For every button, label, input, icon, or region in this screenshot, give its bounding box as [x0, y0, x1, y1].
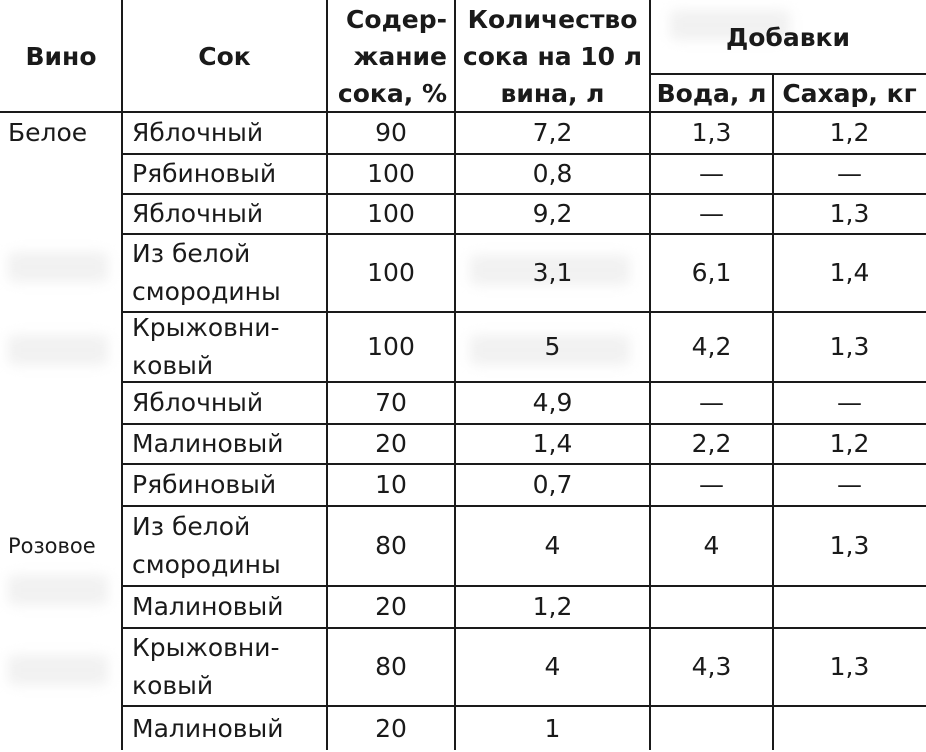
juice-content-percent: 70: [375, 388, 407, 417]
water-liters: 4,3: [691, 652, 732, 681]
juice-content-percent: 100: [367, 258, 415, 287]
juice-amount-liters: 1: [544, 714, 561, 743]
juice-name-line: смородины: [132, 550, 281, 579]
juice-name: [122, 464, 327, 506]
water-liters: —: [699, 159, 724, 188]
sugar-kg: 1,3: [829, 332, 870, 361]
water-liters: —: [699, 199, 724, 228]
juice-name-line: ковый: [132, 351, 214, 380]
juice-amount-liters: 4,9: [532, 388, 573, 417]
water-liters: [650, 586, 773, 628]
juice-name: [122, 112, 327, 154]
juice-name-line: Яблочный: [132, 118, 264, 147]
juice-content-percent: 90: [375, 118, 407, 147]
sugar-kg: 1,3: [829, 652, 870, 681]
juice-name-line: Яблочный: [132, 388, 264, 417]
sugar-kg: [773, 706, 926, 752]
sugar-kg: —: [837, 470, 862, 499]
juice-name: [122, 194, 327, 234]
scan-smear: [8, 335, 108, 365]
water-liters: 6,1: [691, 258, 732, 287]
water-liters: —: [699, 388, 724, 417]
juice-name-line: Из белой: [132, 239, 251, 268]
sugar-kg: 1,4: [829, 258, 870, 287]
juice-name-line: Крыжовни-: [132, 633, 280, 662]
juice-content-percent: 20: [375, 714, 407, 743]
juice-amount-liters: 4: [544, 531, 561, 560]
juice-content-percent: 20: [375, 429, 407, 458]
juice-name-line: Рябиновый: [132, 470, 277, 499]
juice-amount-liters: 4: [544, 652, 561, 681]
juice-amount-liters: 0,7: [532, 470, 573, 499]
water-liters: [650, 706, 773, 752]
juice-amount-liters: 1,2: [532, 592, 573, 621]
header-juice: Сок: [198, 41, 251, 71]
header-amount-line: вина, л: [500, 78, 605, 108]
juice-amount-liters: 3,1: [532, 258, 573, 287]
sugar-kg: —: [837, 388, 862, 417]
juice-name: [122, 234, 327, 312]
juice-name-line: Малиновый: [132, 592, 284, 621]
header-content-line: Содер-: [346, 4, 447, 34]
juice-name-line: Из белой: [132, 512, 251, 541]
juice-amount-liters: 1,4: [532, 429, 573, 458]
juice-amount-liters: 0,8: [532, 159, 573, 188]
header-amount: [455, 0, 650, 112]
header-wine: Вино: [25, 41, 97, 71]
header-content-line: жание: [353, 41, 447, 71]
juice-name: [122, 628, 327, 706]
juice-amount-liters: 7,2: [532, 118, 573, 147]
juice-content-percent: 80: [375, 531, 407, 560]
scan-smear: [8, 655, 108, 685]
juice-name: [122, 506, 327, 586]
water-liters: 4,2: [691, 332, 732, 361]
header-content-line: сока, %: [337, 78, 447, 108]
juice-name-line: Крыжовни-: [132, 313, 280, 342]
juice-name-line: Яблочный: [132, 199, 264, 228]
header-water: Вода, л: [656, 78, 767, 108]
header-content: [327, 0, 455, 112]
juice-content-percent: 100: [367, 199, 415, 228]
juice-name: [122, 382, 327, 424]
sugar-kg: 1,3: [829, 199, 870, 228]
juice-name: [122, 154, 327, 194]
header-sugar: Сахар, кг: [782, 78, 917, 108]
water-liters: —: [699, 470, 724, 499]
sugar-kg: 1,2: [829, 118, 870, 147]
sugar-kg: [773, 586, 926, 628]
juice-content-percent: 100: [367, 332, 415, 361]
juice-name: [122, 312, 327, 382]
juice-name: [122, 424, 327, 464]
juice-content-percent: 80: [375, 652, 407, 681]
header-amount-line: Количество: [467, 4, 638, 34]
header-additives: Добавки: [725, 22, 851, 52]
juice-name: [122, 706, 327, 752]
juice-name: [122, 586, 327, 628]
sugar-kg: —: [837, 159, 862, 188]
juice-amount-liters: 9,2: [532, 199, 573, 228]
water-liters: 4: [703, 531, 720, 560]
wine-type-label: Розовое: [8, 534, 96, 558]
juice-name-line: ковый: [132, 671, 214, 700]
juice-name-line: Малиновый: [132, 714, 284, 743]
wine-type-label: Белое: [8, 118, 88, 147]
juice-name-line: смородины: [132, 277, 281, 306]
header-amount-line: сока на 10 л: [462, 41, 643, 71]
juice-amount-liters: 5: [544, 332, 561, 361]
juice-name-line: Рябиновый: [132, 159, 277, 188]
sugar-kg: 1,2: [829, 429, 870, 458]
water-liters: 1,3: [691, 118, 732, 147]
sugar-kg: 1,3: [829, 531, 870, 560]
juice-name-line: Малиновый: [132, 429, 284, 458]
scan-smear: [8, 252, 108, 282]
juice-content-percent: 20: [375, 592, 407, 621]
juice-content-percent: 100: [367, 159, 415, 188]
water-liters: 2,2: [691, 429, 732, 458]
juice-content-percent: 10: [375, 470, 407, 499]
